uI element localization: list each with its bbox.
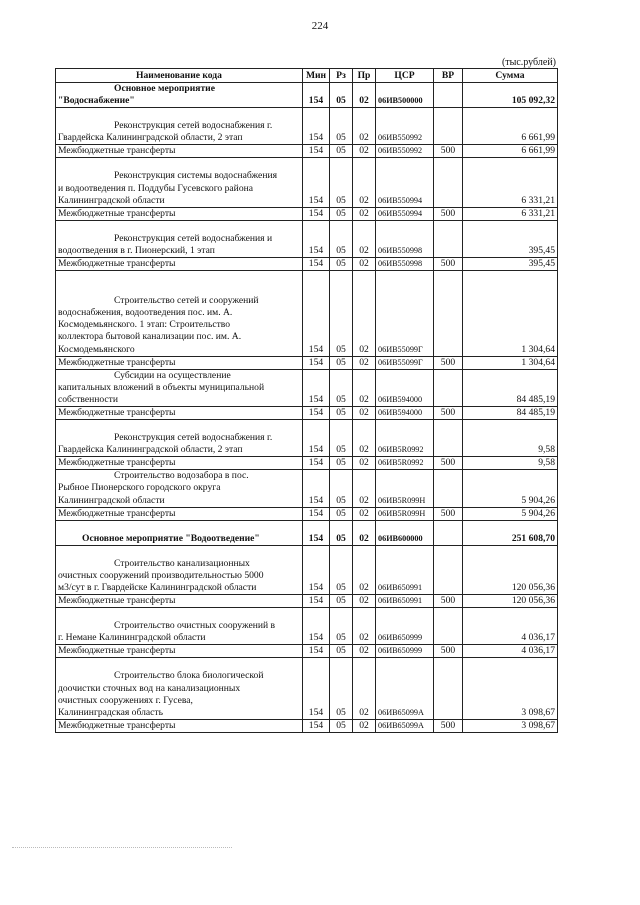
row-csr: 06ИВ55099Г: [376, 271, 434, 356]
row-name-line: водоснабжения, водоотведения пос. им. А.: [58, 307, 233, 319]
row-min: 154: [303, 258, 330, 271]
row-min: 154: [303, 470, 330, 507]
row-pr: 02: [353, 719, 376, 732]
row-sum: 3 098,67: [463, 658, 558, 719]
row-vr: 500: [434, 406, 463, 419]
row-min: 154: [303, 369, 330, 406]
row-min: 154: [303, 356, 330, 369]
row-sum: 6 331,21: [463, 207, 558, 220]
row-pr: 02: [353, 645, 376, 658]
row-csr: 06ИВ650991: [376, 595, 434, 608]
row-name-line: Межбюджетные трансферты: [58, 356, 176, 368]
row-name-line: коллектора бытовой канализации пос. им. А.: [58, 331, 242, 343]
row-name: [56, 645, 303, 658]
row-sum: 120 056,36: [463, 595, 558, 608]
row-vr: 500: [434, 145, 463, 158]
row-pr: 02: [353, 520, 376, 545]
row-name: [56, 658, 303, 719]
row-name-line: Межбюджетные трансферты: [58, 145, 176, 157]
row-rz: 05: [330, 83, 353, 108]
row-min: 154: [303, 595, 330, 608]
row-pr: 02: [353, 145, 376, 158]
row-vr: 500: [434, 258, 463, 271]
row-pr: 02: [353, 271, 376, 356]
row-name-line: Калининградской области: [58, 494, 165, 506]
header-pr: Пр: [353, 69, 376, 83]
page-number: 224: [311, 20, 329, 32]
row-pr: 02: [353, 83, 376, 108]
row-name-line: Реконструкция системы водоснабжения: [114, 170, 277, 182]
table-row: [56, 545, 558, 594]
table-row: [56, 658, 558, 719]
row-min: 154: [303, 645, 330, 658]
row-name: [56, 545, 303, 594]
table-row: [56, 520, 558, 545]
row-rz: 05: [330, 220, 353, 257]
row-spacer: [58, 108, 300, 120]
row-name-line: очистных сооружений производительностью 5000: [58, 569, 264, 581]
row-vr: [434, 220, 463, 257]
row-name-line: Межбюджетные трансферты: [58, 406, 176, 418]
row-name-line: Строительство сетей и сооружений: [114, 295, 259, 307]
row-csr: 06ИВ500000: [376, 83, 434, 108]
row-rz: 05: [330, 595, 353, 608]
row-csr: 06ИВ5R0992: [376, 420, 434, 457]
table-row: [56, 108, 558, 145]
row-sum: 3 098,67: [463, 719, 558, 732]
row-name-line: Основное мероприятие "Водоотведение": [82, 532, 260, 544]
row-rz: 05: [330, 658, 353, 719]
row-name-line: Строительство водозабора в пос.: [114, 470, 249, 482]
row-name-line: Межбюджетные трансферты: [58, 645, 176, 657]
row-csr: 06ИВ600000: [376, 520, 434, 545]
row-name: [56, 595, 303, 608]
row-min: 154: [303, 220, 330, 257]
row-name-line: Гвардейска Калининградской области, 2 этап: [58, 444, 243, 456]
row-csr: 06ИВ65099А: [376, 719, 434, 732]
row-min: 154: [303, 420, 330, 457]
table-row: [56, 369, 558, 406]
table-row: [56, 470, 558, 507]
row-name-line: доочистки сточных вод на канализационных: [58, 682, 241, 694]
row-sum: 1 304,64: [463, 271, 558, 356]
row-csr: 06ИВ594000: [376, 406, 434, 419]
row-name-line: Строительство канализационных: [114, 557, 250, 569]
row-rz: 05: [330, 406, 353, 419]
row-csr: 06ИВ5R099Н: [376, 507, 434, 520]
row-pr: 02: [353, 108, 376, 145]
row-min: 154: [303, 545, 330, 594]
row-rz: 05: [330, 470, 353, 507]
row-pr: 02: [353, 608, 376, 645]
row-csr: 06ИВ650991: [376, 545, 434, 594]
row-vr: 500: [434, 719, 463, 732]
row-pr: 02: [353, 658, 376, 719]
row-min: 154: [303, 108, 330, 145]
row-name: [56, 470, 303, 507]
row-rz: 05: [330, 158, 353, 207]
row-sum: 1 304,64: [463, 356, 558, 369]
row-rz: 05: [330, 457, 353, 470]
row-spacer: [58, 658, 300, 670]
row-name-line: собственности: [58, 393, 119, 405]
row-pr: 02: [353, 545, 376, 594]
row-sum: 395,45: [463, 220, 558, 257]
row-sum: 4 036,17: [463, 608, 558, 645]
header-vr: ВР: [434, 69, 463, 83]
row-name-line: Гвардейска Калининградской области, 2 этап: [58, 132, 243, 144]
row-min: 154: [303, 145, 330, 158]
row-csr: 06ИВ5R099Н: [376, 470, 434, 507]
row-name-line: Субсидии на осуществление: [114, 369, 231, 381]
row-rz: 05: [330, 207, 353, 220]
header-min: Мин: [303, 69, 330, 83]
row-name-line: "Водоснабжение": [58, 95, 135, 107]
table-row: [56, 595, 558, 608]
row-sum: 105 092,32: [463, 83, 558, 108]
row-rz: 05: [330, 719, 353, 732]
row-sum: 6 331,21: [463, 158, 558, 207]
row-min: 154: [303, 207, 330, 220]
table-row: [56, 83, 558, 108]
row-name-line: Межбюджетные трансферты: [58, 457, 176, 469]
scan-artifact-line: [12, 847, 232, 849]
row-min: 154: [303, 406, 330, 419]
table-row: [56, 356, 558, 369]
row-name: [56, 507, 303, 520]
row-vr: [434, 470, 463, 507]
row-pr: 02: [353, 207, 376, 220]
row-spacer: [58, 221, 300, 233]
row-name: [56, 520, 303, 545]
row-csr: 06ИВ65099А: [376, 658, 434, 719]
row-name-line: Космодемьянского. 1 этап: Строительство: [58, 319, 231, 331]
row-rz: 05: [330, 356, 353, 369]
row-name-line: Строительство блока биологической: [114, 670, 264, 682]
row-sum: 6 661,99: [463, 145, 558, 158]
row-spacer: [58, 158, 300, 170]
row-min: 154: [303, 520, 330, 545]
row-rz: 05: [330, 507, 353, 520]
row-vr: 500: [434, 457, 463, 470]
row-sum: 251 608,70: [463, 520, 558, 545]
row-sum: 395,45: [463, 258, 558, 271]
row-spacer: [58, 271, 300, 295]
row-vr: 500: [434, 507, 463, 520]
row-sum: 84 485,19: [463, 406, 558, 419]
row-sum: 6 661,99: [463, 108, 558, 145]
row-rz: 05: [330, 520, 353, 545]
row-name-line: Межбюджетные трансферты: [58, 207, 176, 219]
row-min: 154: [303, 158, 330, 207]
row-pr: 02: [353, 507, 376, 520]
row-pr: 02: [353, 470, 376, 507]
row-rz: 05: [330, 369, 353, 406]
row-name: [56, 369, 303, 406]
row-vr: [434, 369, 463, 406]
table-row: [56, 207, 558, 220]
table-row: [56, 608, 558, 645]
row-min: 154: [303, 658, 330, 719]
row-spacer: [82, 521, 300, 533]
units-label: (тыс.рублей): [501, 57, 556, 68]
row-pr: 02: [353, 158, 376, 207]
row-csr: 06ИВ594000: [376, 369, 434, 406]
row-vr: [434, 520, 463, 545]
row-name: [56, 608, 303, 645]
row-csr: 06ИВ650999: [376, 645, 434, 658]
row-csr: 06ИВ550994: [376, 207, 434, 220]
row-name: [56, 719, 303, 732]
row-vr: [434, 108, 463, 145]
row-name-line: капитальных вложений в объекты муниципальной: [58, 381, 265, 393]
row-vr: [434, 420, 463, 457]
row-csr: 06ИВ5R0992: [376, 457, 434, 470]
row-rz: 05: [330, 145, 353, 158]
row-rz: 05: [330, 258, 353, 271]
row-name-line: Калининградская область: [58, 706, 163, 718]
row-name: [56, 207, 303, 220]
row-vr: 500: [434, 645, 463, 658]
row-pr: 02: [353, 258, 376, 271]
row-pr: 02: [353, 457, 376, 470]
row-csr: 06ИВ550992: [376, 145, 434, 158]
header-csr: ЦСР: [376, 69, 434, 83]
row-sum: 5 904,26: [463, 470, 558, 507]
row-name: [56, 420, 303, 457]
row-csr: 06ИВ550994: [376, 158, 434, 207]
row-name: [56, 457, 303, 470]
row-name-line: Межбюджетные трансферты: [58, 719, 176, 731]
row-rz: 05: [330, 545, 353, 594]
row-name: [56, 406, 303, 419]
row-pr: 02: [353, 220, 376, 257]
table-row: [56, 645, 558, 658]
header-rz: Рз: [330, 69, 353, 83]
row-name-line: Реконструкция сетей водоснабжения и: [114, 232, 273, 244]
row-name: [56, 108, 303, 145]
row-min: 154: [303, 608, 330, 645]
row-vr: [434, 608, 463, 645]
table-row: [56, 457, 558, 470]
table-row: [56, 145, 558, 158]
table-row: [56, 507, 558, 520]
row-vr: 500: [434, 207, 463, 220]
table-body: [56, 83, 558, 733]
row-name-line: м3/сут в г. Гвардейске Калининградской области: [58, 582, 257, 593]
row-sum: 9,58: [463, 420, 558, 457]
table-row: [56, 220, 558, 257]
row-name: [56, 356, 303, 369]
row-min: 154: [303, 271, 330, 356]
row-csr: 06ИВ550992: [376, 108, 434, 145]
row-sum: 9,58: [463, 457, 558, 470]
row-name-line: очистных сооружениях г. Гусева,: [58, 694, 193, 706]
row-sum: 120 056,36: [463, 545, 558, 594]
table-row: [56, 406, 558, 419]
row-name-line: Межбюджетные трансферты: [58, 258, 176, 270]
row-sum: 4 036,17: [463, 645, 558, 658]
row-name: [56, 220, 303, 257]
table-row: [56, 719, 558, 732]
row-name-line: Межбюджетные трансферты: [58, 595, 176, 607]
row-name-line: Реконструкция сетей водоснабжения г.: [114, 432, 273, 444]
row-name-line: и водоотведения п. Поддубы Гусевского района: [58, 182, 254, 194]
row-rz: 05: [330, 108, 353, 145]
row-min: 154: [303, 457, 330, 470]
row-min: 154: [303, 719, 330, 732]
row-sum: 84 485,19: [463, 369, 558, 406]
row-csr: 06ИВ55099Г: [376, 356, 434, 369]
row-pr: 02: [353, 595, 376, 608]
row-min: 154: [303, 83, 330, 108]
row-name: [56, 271, 303, 356]
row-name-line: Основное мероприятие: [114, 83, 215, 94]
row-vr: [434, 545, 463, 594]
row-rz: 05: [330, 645, 353, 658]
row-name-line: Реконструкция сетей водоснабжения г.: [114, 120, 273, 132]
row-pr: 02: [353, 356, 376, 369]
row-spacer: [58, 608, 300, 620]
row-csr: 06ИВ550998: [376, 220, 434, 257]
row-vr: 500: [434, 356, 463, 369]
row-name: [56, 158, 303, 207]
row-pr: 02: [353, 420, 376, 457]
row-name: [56, 83, 303, 108]
row-pr: 02: [353, 406, 376, 419]
table-row: [56, 271, 558, 356]
budget-table: [55, 68, 558, 733]
row-name-line: водоотведения в г. Пионерский, 1 этап: [58, 244, 215, 256]
row-vr: [434, 271, 463, 356]
row-spacer: [58, 420, 300, 432]
row-name-line: Калининградской области: [58, 194, 165, 206]
row-rz: 05: [330, 271, 353, 356]
row-csr: 06ИВ650999: [376, 608, 434, 645]
table-row: [56, 258, 558, 271]
row-name: [56, 258, 303, 271]
row-min: 154: [303, 507, 330, 520]
row-name-line: Строительство очистных сооружений в: [114, 620, 276, 632]
table-header-row: [56, 69, 558, 83]
row-vr: [434, 658, 463, 719]
row-vr: [434, 83, 463, 108]
row-csr: 06ИВ550998: [376, 258, 434, 271]
row-pr: 02: [353, 369, 376, 406]
row-name-line: Космодемьянского: [58, 343, 135, 355]
row-sum: 5 904,26: [463, 507, 558, 520]
row-spacer: [58, 546, 300, 558]
row-name-line: г. Немане Калининградской области: [58, 632, 206, 644]
row-name: [56, 145, 303, 158]
header-sum: Сумма: [463, 69, 558, 83]
table-row: [56, 158, 558, 207]
row-vr: 500: [434, 595, 463, 608]
header-name: Наименование кода: [56, 69, 303, 83]
row-rz: 05: [330, 420, 353, 457]
row-name-line: Рыбное Пионерского городского округа: [58, 482, 221, 494]
row-vr: [434, 158, 463, 207]
row-rz: 05: [330, 608, 353, 645]
table-row: [56, 420, 558, 457]
row-name-line: Межбюджетные трансферты: [58, 507, 176, 519]
